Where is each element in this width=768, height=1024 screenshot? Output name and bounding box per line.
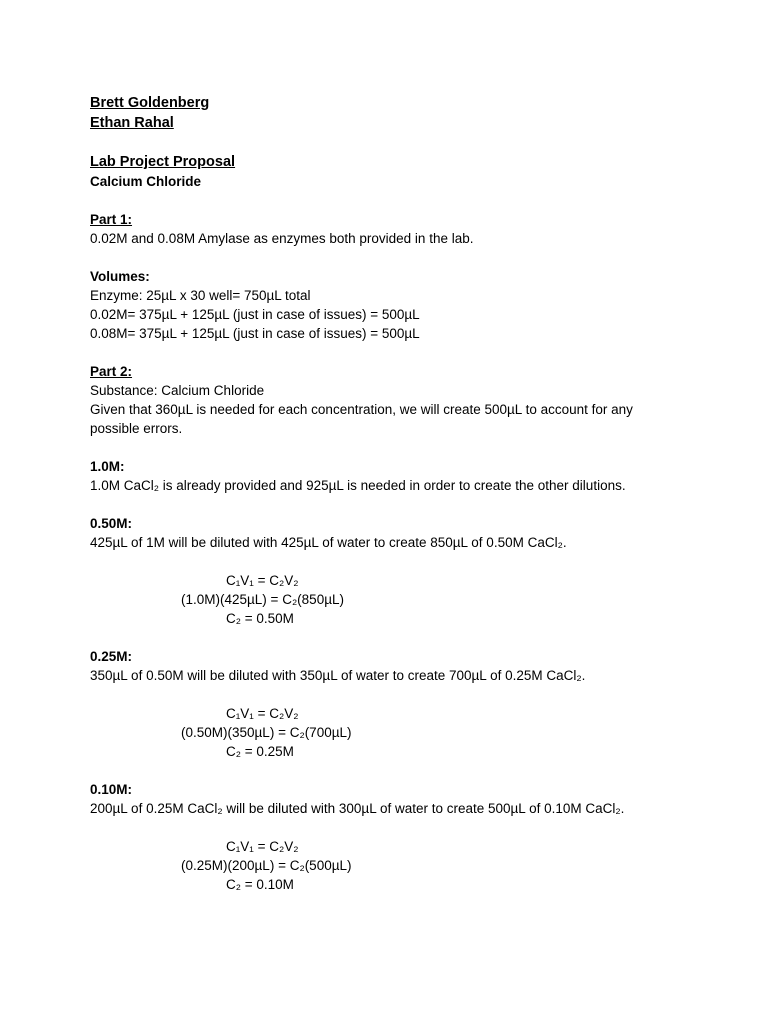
equation-line: C₂ = 0.50M <box>226 611 294 626</box>
volumes-heading: Volumes: <box>90 269 150 284</box>
equation-block-0-25m <box>90 704 690 761</box>
volume-line: 0.02M= 375µL + 125µL (just in case of issues) = 500µL <box>90 307 420 322</box>
part2-heading: Part 2: <box>90 364 133 379</box>
equation-line: C₁V₁ = C₂V₂ <box>226 573 299 588</box>
document-subtitle: Calcium Chloride <box>90 174 202 189</box>
document-title: Lab Project Proposal <box>90 154 236 170</box>
section-text-0-50m: 425µL of 1M will be diluted with 425µL of water to create 850µL of 0.50M CaCl₂. <box>90 535 567 550</box>
section-heading-0-50m: 0.50M: <box>90 516 133 531</box>
equation-line: C₁V₁ = C₂V₂ <box>226 706 299 721</box>
section-text-1-0m: 1.0M CaCl₂ is already provided and 925µL is needed in order to create the other dilutions. <box>90 478 626 493</box>
part2-intro: Given that 360µL is needed for each concentration, we will create 500µL to account for any possible errors. <box>90 402 633 436</box>
equation-line: (0.25M)(200µL) = C₂(500µL) <box>181 858 352 873</box>
equation-block-0-50m <box>90 571 690 628</box>
section-heading-1-0m: 1.0M: <box>90 459 125 474</box>
equation-line: C₁V₁ = C₂V₂ <box>226 839 299 854</box>
author-name: Ethan Rahal <box>90 115 174 131</box>
author-name: Brett Goldenberg <box>90 95 210 111</box>
volume-line: 0.08M= 375µL + 125µL (just in case of issues) = 500µL <box>90 326 420 341</box>
part1-text: 0.02M and 0.08M Amylase as enzymes both provided in the lab. <box>90 231 474 246</box>
section-heading-0-25m: 0.25M: <box>90 649 133 664</box>
equation-line: C₂ = 0.10M <box>226 877 294 892</box>
section-heading-0-10m: 0.10M: <box>90 782 133 797</box>
section-text-0-25m: 350µL of 0.50M will be diluted with 350µL of water to create 700µL of 0.25M CaCl₂. <box>90 668 586 683</box>
equation-block-0-10m <box>90 837 690 894</box>
equation-line: C₂ = 0.25M <box>226 744 294 759</box>
volume-line: Enzyme: 25µL x 30 well= 750µL total <box>90 288 311 303</box>
equation-line: (0.50M)(350µL) = C₂(700µL) <box>181 725 352 740</box>
section-text-0-10m: 200µL of 0.25M CaCl₂ will be diluted with 300µL of water to create 500µL of 0.10M CaCl₂. <box>90 801 625 816</box>
equation-line: (1.0M)(425µL) = C₂(850µL) <box>181 592 344 607</box>
part2-substance: Substance: Calcium Chloride <box>90 383 265 398</box>
document-body <box>90 93 690 894</box>
part1-heading: Part 1: <box>90 212 133 227</box>
